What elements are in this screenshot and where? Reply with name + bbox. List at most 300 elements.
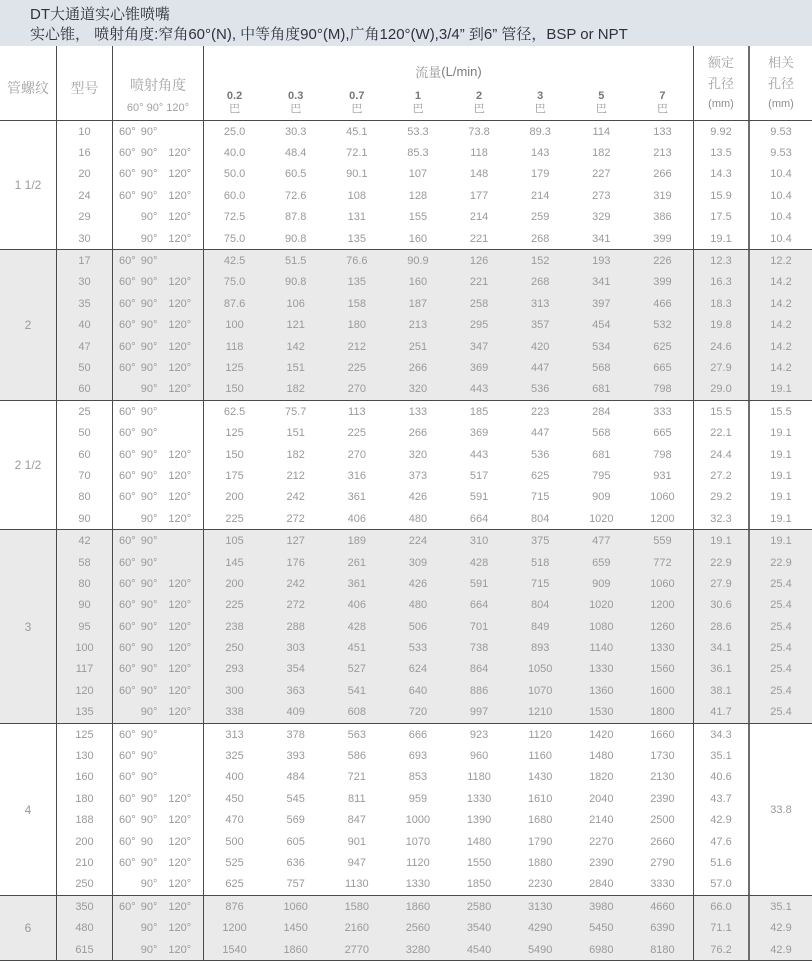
- flow-cell: 30.3: [284, 125, 307, 138]
- flow-cell: 517: [469, 469, 489, 482]
- rated-orifice-cell: 27.2: [693, 465, 748, 486]
- flow-cell: 100: [225, 319, 244, 332]
- angle-slot: 60°: [119, 168, 136, 181]
- flow-cell: 5490: [527, 943, 553, 956]
- flow-cell: 2230: [527, 878, 553, 891]
- angle-slot: 90°: [140, 361, 158, 374]
- flow-cell: 847: [347, 814, 366, 827]
- flow-cell: 369: [469, 427, 489, 440]
- flow-cell: 361: [347, 491, 366, 504]
- group-rows: [57, 724, 748, 895]
- angle-slot: 120°: [168, 319, 192, 332]
- angle-cell: [113, 357, 204, 378]
- flow-cell: 160: [408, 232, 428, 245]
- model-cell: 480: [57, 917, 113, 938]
- angle-cell: [113, 379, 204, 400]
- pipe-thread-cell: 1 1/2: [0, 121, 57, 249]
- angle-cell: [113, 336, 204, 357]
- angle-slot: 60°: [119, 319, 136, 332]
- flow-cell: 876: [225, 900, 244, 913]
- header-related-orifice: 相关 孔径 (mm): [748, 46, 812, 120]
- flow-cell: 1550: [466, 856, 492, 869]
- flow-cell: 681: [592, 448, 611, 461]
- flow-cell: 466: [653, 297, 672, 310]
- angle-slot: 90°: [140, 491, 158, 504]
- angle-slot: 90°: [140, 125, 158, 138]
- flow-cell: 666: [408, 728, 428, 741]
- flow-cell: 931: [653, 469, 672, 482]
- flow-cell: 853: [408, 771, 428, 784]
- flow-cell: 665: [653, 427, 672, 440]
- angle-slot: 90°: [140, 706, 158, 719]
- flow-cell: 143: [531, 147, 550, 160]
- related-orifice-cell: 19.1: [748, 487, 812, 508]
- angle-cell: [113, 228, 204, 249]
- related-orifice-cell: 25.4: [748, 573, 812, 594]
- angle-slot: 90°: [140, 255, 158, 268]
- group-rows: [57, 250, 812, 400]
- table-row: [57, 939, 812, 960]
- flow-cell: 182: [286, 383, 305, 396]
- flow-cell: 1050: [527, 663, 553, 676]
- group-rows: [57, 896, 812, 960]
- flow-cell: 273: [592, 189, 611, 202]
- angle-cell: [113, 917, 204, 938]
- model-cell: 30: [57, 272, 113, 293]
- flow-cell: 142: [286, 340, 305, 353]
- flow-cell: 200: [225, 577, 244, 590]
- flow-cell: 1180: [467, 771, 491, 784]
- rated-orifice-cell: 32.3: [693, 508, 748, 529]
- flow-cell: 214: [531, 189, 550, 202]
- flow-cell: 145: [225, 556, 244, 569]
- related-orifice-cell: 14.2: [748, 315, 812, 336]
- flow-cell: 221: [469, 232, 489, 245]
- related-orifice-cell: 14.2: [748, 272, 812, 293]
- angle-slot: 120°: [168, 835, 192, 848]
- flow-cell: 1580: [344, 900, 370, 913]
- flow-cell: 121: [286, 319, 305, 332]
- flow-cell: 960: [469, 750, 489, 763]
- angle-slot: 90°: [140, 556, 158, 569]
- flow-cell: 288: [286, 620, 305, 633]
- group-rows: [57, 530, 812, 723]
- flow-cell: 1060: [650, 491, 675, 504]
- flow-cell: 1360: [589, 684, 614, 697]
- model-cell: 25: [57, 401, 113, 422]
- flow-cell: 4540: [466, 943, 492, 956]
- angle-slot: 90°: [140, 856, 158, 869]
- flow-cell: 329: [592, 211, 611, 224]
- flow-cell: 701: [469, 620, 489, 633]
- flow-cell: 148: [469, 168, 489, 181]
- flow-cell: 2040: [589, 792, 614, 805]
- angle-slot: 120°: [168, 189, 192, 202]
- rated-orifice-cell: 36.1: [693, 659, 748, 680]
- angle-slot: 90: [140, 835, 153, 848]
- flow-cell: 1120: [406, 856, 430, 869]
- model-cell: 180: [57, 788, 113, 809]
- rated-orifice-cell: 51.6: [693, 852, 748, 873]
- angle-slot: 90°: [140, 469, 158, 482]
- flow-cell: 160: [408, 276, 428, 289]
- group-rows: [57, 121, 812, 249]
- angle-slot: 90°: [140, 599, 158, 612]
- angle-slot: 90°: [140, 943, 158, 956]
- angle-slot: 120°: [168, 276, 192, 289]
- related-orifice-cell: 25.4: [748, 595, 812, 616]
- flow-cell: 811: [348, 792, 366, 805]
- angle-slot: 120°: [168, 469, 192, 482]
- flow-cell: 3280: [405, 943, 431, 956]
- header-flow-title: [204, 46, 693, 90]
- angle-slot: 90°: [140, 577, 158, 590]
- model-cell: 58: [57, 552, 113, 573]
- flow-cell: 563: [347, 728, 366, 741]
- page-subtitle: 实心锥， 喷射角度:窄角60°(N), 中等角度90°(M),广角120°(W),3/4” 到6” 管径，BSP or NPT: [30, 26, 628, 43]
- flow-cell: 225: [225, 512, 244, 525]
- model-cell: 117: [57, 659, 113, 680]
- flow-cell: 106: [286, 297, 305, 310]
- angle-slot: 60°: [119, 255, 136, 268]
- related-orifice-cell: 25.4: [748, 659, 812, 680]
- rated-orifice-cell: 57.0: [693, 874, 748, 895]
- rated-orifice-cell: 29.2: [693, 487, 748, 508]
- flow-cell: 1820: [589, 771, 614, 784]
- pressure-header-row: [204, 90, 693, 120]
- angle-cell: [113, 444, 204, 465]
- angle-slot: 120°: [168, 792, 192, 805]
- model-cell: 17: [57, 250, 113, 271]
- flow-cell: 1140: [589, 642, 614, 655]
- flow-cell: 420: [531, 340, 550, 353]
- angle-slot: 120°: [168, 599, 192, 612]
- flow-cell: 185: [469, 405, 489, 418]
- related-orifice-cell: 10.4: [748, 164, 812, 185]
- rated-orifice-cell: 35.1: [693, 745, 748, 766]
- flow-cell: 313: [531, 297, 550, 310]
- angle-slot: 120°: [168, 340, 192, 353]
- table-row: [57, 142, 812, 163]
- flow-cell: 266: [653, 168, 672, 181]
- flow-cell: 681: [592, 383, 611, 396]
- flow-cell: 2130: [650, 771, 675, 784]
- flow-cell: 569: [286, 814, 305, 827]
- flow-cell: 1060: [650, 577, 675, 590]
- rated-orifice-cell: 9.92: [693, 121, 748, 142]
- rated-orifice-cell: 17.5: [693, 207, 748, 228]
- flow-cell: 261: [347, 556, 366, 569]
- angle-cell: [113, 164, 204, 185]
- pipe-thread-cell: 2: [0, 250, 57, 400]
- related-orifice-cell: 19.1: [748, 530, 812, 551]
- angle-slot: 90°: [140, 189, 158, 202]
- angle-cell: [113, 896, 204, 917]
- flow-cell: 325: [225, 750, 244, 763]
- rated-orifice-cell: 16.3: [693, 272, 748, 293]
- angle-cell: [113, 680, 204, 701]
- flow-cell: 591: [469, 577, 489, 590]
- related-orifice-merged-cell: 33.8: [748, 724, 812, 895]
- rated-orifice-cell: 24.4: [693, 444, 748, 465]
- angle-slot: 90°: [140, 340, 158, 353]
- flow-cell: 105: [225, 535, 244, 548]
- flow-cell: 1020: [589, 599, 614, 612]
- flow-cell: 3130: [527, 900, 553, 913]
- angle-slot: 60°: [119, 405, 136, 418]
- flow-cell: 212: [286, 469, 305, 482]
- model-cell: 200: [57, 831, 113, 852]
- rated-orifice-cell: 13.5: [693, 142, 748, 163]
- angle-slot: 60°: [119, 900, 136, 913]
- table-row: [57, 315, 812, 336]
- flow-cell: 214: [469, 211, 489, 224]
- table-row: [57, 917, 812, 938]
- flow-cell: 1160: [528, 750, 553, 763]
- flow-cell: 1480: [589, 750, 614, 763]
- related-orifice-cell: 14.2: [748, 293, 812, 314]
- flow-cell: 772: [653, 556, 672, 569]
- table-header: [0, 46, 812, 120]
- header-flow-section: [204, 46, 693, 120]
- rated-orifice-cell: 14.3: [693, 164, 748, 185]
- pressure-header: 3 巴: [534, 90, 546, 115]
- angle-slot: 90°: [140, 684, 158, 697]
- angle-slot: 60°: [119, 750, 136, 763]
- flow-cell: 3980: [589, 900, 614, 913]
- flow-cell: 804: [531, 512, 550, 525]
- angle-slot: 90°: [140, 211, 158, 224]
- flow-cell: 40.0: [223, 147, 246, 160]
- flow-cell: 60.5: [284, 168, 307, 181]
- header-spray-angle-sub: 60° 90° 120°: [126, 102, 190, 114]
- model-cell: 40: [57, 315, 113, 336]
- flow-cell: 1070: [405, 835, 431, 848]
- rated-orifice-cell: 19.1: [693, 530, 748, 551]
- flow-cell: 1390: [466, 814, 492, 827]
- model-cell: 29: [57, 207, 113, 228]
- angle-slot: 120°: [168, 383, 192, 396]
- flow-cell: 640: [408, 684, 428, 697]
- flow-cell: 135: [347, 232, 366, 245]
- thread-group: [0, 895, 812, 960]
- header-spray-angle-label: 喷射角度: [130, 77, 186, 93]
- table-row: [57, 530, 812, 551]
- angle-slot: 60°: [119, 427, 136, 440]
- flow-cell: 224: [408, 535, 428, 548]
- related-orifice-cell: 25.4: [748, 616, 812, 637]
- header-flow-cn: 流量: [415, 64, 442, 80]
- flow-cell: 664: [469, 599, 489, 612]
- model-cell: 130: [57, 745, 113, 766]
- flow-cell: 225: [347, 361, 366, 374]
- related-orifice-cell: 12.2: [748, 250, 812, 271]
- model-cell: 50: [57, 422, 113, 443]
- angle-slot: 90°: [140, 878, 158, 891]
- flow-cell: 266: [408, 361, 428, 374]
- table-row: [57, 379, 812, 400]
- flow-cell: 213: [408, 319, 428, 332]
- flow-cell: 591: [469, 491, 489, 504]
- flow-cell: 1420: [589, 728, 614, 741]
- flow-cell: 533: [408, 642, 428, 655]
- flow-cell: 53.3: [407, 125, 429, 138]
- flow-cell: 1430: [527, 771, 553, 784]
- angle-slot: 60°: [119, 599, 136, 612]
- flow-cell: 886: [469, 684, 489, 697]
- rated-orifice-cell: 15.5: [693, 401, 748, 422]
- angle-cell: [113, 573, 204, 594]
- flow-cell: 320: [408, 383, 428, 396]
- table-row: [57, 573, 812, 594]
- flow-cell: 338: [225, 706, 244, 719]
- flow-cell: 250: [225, 642, 244, 655]
- flow-cell: 406: [347, 599, 366, 612]
- table-row: [57, 767, 748, 788]
- flow-cell: 333: [653, 405, 672, 418]
- flow-cell: 605: [286, 835, 305, 848]
- flow-cell: 6390: [650, 922, 675, 935]
- flow-cell: 393: [286, 750, 305, 763]
- model-cell: 50: [57, 357, 113, 378]
- table-row: [57, 185, 812, 206]
- angle-cell: [113, 465, 204, 486]
- angle-slot: 120°: [168, 878, 192, 891]
- flow-cell: 270: [347, 448, 366, 461]
- angle-cell: [113, 702, 204, 723]
- flow-cell: 319: [653, 189, 672, 202]
- flow-cell: 114: [592, 125, 611, 138]
- flow-cell: 1560: [650, 663, 675, 676]
- flow-cell: 87.8: [284, 211, 307, 224]
- angle-slot: 60°: [119, 147, 136, 160]
- angle-slot: 120°: [168, 706, 192, 719]
- angle-slot: 60°: [119, 469, 136, 482]
- angle-slot: 120°: [168, 642, 192, 655]
- flow-cell: 1330: [589, 663, 614, 676]
- related-orifice-cell: 19.1: [748, 379, 812, 400]
- flow-cell: 347: [469, 340, 489, 353]
- flow-cell: 659: [592, 556, 611, 569]
- flow-cell: 133: [653, 125, 672, 138]
- flow-cell: 272: [286, 512, 305, 525]
- model-cell: 90: [57, 595, 113, 616]
- flow-cell: 89.3: [529, 125, 551, 138]
- rated-orifice-cell: 34.3: [693, 724, 748, 745]
- flow-cell: 586: [347, 750, 366, 763]
- table-row: [57, 508, 812, 529]
- flow-cell: 625: [531, 469, 550, 482]
- flow-cell: 2270: [589, 835, 614, 848]
- flow-cell: 795: [592, 469, 611, 482]
- flow-cell: 443: [469, 383, 489, 396]
- table-row: [57, 228, 812, 249]
- flow-cell: 200: [225, 491, 244, 504]
- flow-cell: 284: [592, 405, 611, 418]
- angle-slot: 120°: [168, 491, 192, 504]
- flow-cell: 893: [531, 642, 550, 655]
- flow-cell: 636: [286, 856, 305, 869]
- model-cell: 100: [57, 637, 113, 658]
- model-cell: 10: [57, 121, 113, 142]
- angle-cell: [113, 788, 204, 809]
- flow-cell: 397: [592, 297, 611, 310]
- table-row: [57, 293, 812, 314]
- related-orifice-cell: 19.1: [748, 422, 812, 443]
- table-row: [57, 444, 812, 465]
- rated-orifice-cell: 40.6: [693, 767, 748, 788]
- angle-slot: 90°: [140, 792, 158, 805]
- flow-cell: 175: [225, 469, 244, 482]
- flow-cell: 541: [347, 684, 366, 697]
- flow-cell: 212: [347, 340, 366, 353]
- flow-cell: 128: [408, 189, 428, 202]
- angle-slot: 90°: [140, 922, 158, 935]
- model-cell: 60: [57, 444, 113, 465]
- model-cell: 16: [57, 142, 113, 163]
- table-row: [57, 702, 812, 723]
- flow-cell: 310: [469, 535, 489, 548]
- flow-cell: 997: [469, 706, 489, 719]
- rated-orifice-cell: 30.6: [693, 595, 748, 616]
- angle-cell: [113, 250, 204, 271]
- table-body: [0, 120, 812, 961]
- angle-slot: 60°: [119, 491, 136, 504]
- flow-cell: 227: [592, 168, 611, 181]
- flow-cell: 4660: [650, 900, 675, 913]
- flow-cell: 151: [286, 361, 305, 374]
- flow-cell: 72.1: [346, 147, 368, 160]
- angle-cell: [113, 659, 204, 680]
- flow-cell: 386: [653, 211, 672, 224]
- flow-cell: 470: [225, 814, 244, 827]
- pipe-thread-cell: 3: [0, 530, 57, 723]
- model-cell: 125: [57, 724, 113, 745]
- angle-cell: [113, 831, 204, 852]
- flow-cell: 568: [592, 427, 611, 440]
- page-title: DT大通道实心锥喷嘴: [30, 6, 170, 23]
- angle-slot: 120°: [168, 361, 192, 374]
- flow-cell: 608: [347, 706, 366, 719]
- flow-cell: 506: [408, 620, 428, 633]
- related-orifice-cell: 35.1: [748, 896, 812, 917]
- flow-cell: 225: [347, 427, 366, 440]
- flow-cell: 2840: [589, 878, 614, 891]
- angle-slot: 60°: [119, 814, 136, 827]
- flow-cell: 500: [225, 835, 244, 848]
- flow-cell: 909: [592, 491, 611, 504]
- flow-cell: 258: [469, 297, 489, 310]
- flow-cell: 664: [469, 512, 489, 525]
- rated-orifice-cell: 15.9: [693, 185, 748, 206]
- related-orifice-cell: 19.1: [748, 444, 812, 465]
- rated-orifice-cell: 22.1: [693, 422, 748, 443]
- thread-group: [0, 249, 812, 400]
- flow-cell: 625: [653, 340, 672, 353]
- flow-cell: 1790: [527, 835, 553, 848]
- flow-cell: 959: [408, 792, 428, 805]
- angle-slot: 60°: [119, 684, 136, 697]
- header-flow-unit: (L/min): [441, 63, 482, 79]
- angle-slot: 120°: [168, 147, 192, 160]
- related-orifice-cell: 10.4: [748, 228, 812, 249]
- model-cell: 80: [57, 573, 113, 594]
- pressure-header: 7 巴: [656, 90, 668, 115]
- flow-cell: 532: [653, 319, 672, 332]
- flow-cell: 399: [653, 276, 672, 289]
- angle-slot: 120°: [168, 512, 192, 525]
- flow-cell: 72.5: [223, 211, 246, 224]
